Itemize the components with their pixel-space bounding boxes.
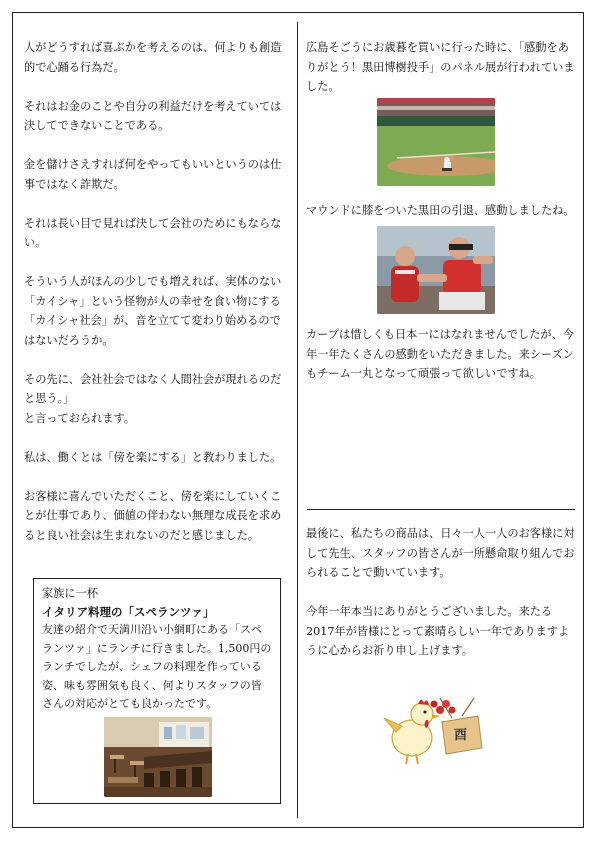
carp-closing-wrap	[306, 325, 578, 403]
left-closing-line: と言っておられます。	[24, 411, 135, 425]
carp-closing: カープは惜しくも日本一にはなれませんでしたが、今年一年たくさんの感動をいただきました。来シーズンもチーム一丸となって頑張って欲しいですね。	[306, 328, 574, 380]
restaurant-interior-icon	[104, 717, 212, 797]
new-year-paragraph: 今年一年本当にありがとうございました。来たる2017年が皆様にとって素晴らしい一年でありますように心からお祈り申し上げます。	[306, 605, 570, 657]
box-text: 友達の紹介で天満川沿い小網町にある「スペランツァ」にランチに行きました。1,500円のランチでしたが、シェフの料理を作っている姿、味も雰囲気も良く、何よりスタッフの皆さんの対応がとても良かったです。	[42, 623, 272, 710]
left-column	[24, 38, 286, 565]
left-paragraph: それは長い目で見れば決して会社のためにもならない。	[24, 216, 282, 249]
right-bottom-section	[306, 524, 576, 680]
rooster-sign: 酉	[454, 728, 468, 743]
players-celebration-icon	[377, 226, 495, 314]
baseball-mound-icon	[377, 98, 495, 186]
caption-one-wrap	[306, 201, 578, 221]
restaurant-photo	[104, 717, 212, 797]
thanks-paragraph: 最後に、私たちの商品は、日々一人一人のお客様に対して先生、スタッフの皆さんが一所懸命取り組んでおられることで動いています。	[306, 527, 575, 579]
left-paragraph: そういう人がほんの少しでも増えれば、実体のない「カイシャ」という怪物が人の幸せを食い物にする「カイシャ社会」が、音を立てて変わり始めるのではないだろうか。	[24, 275, 282, 347]
left-paragraph: その先に、会社社会ではなく人間社会が現れるのだと思う。」	[24, 372, 282, 405]
kuroda-caption: マウンドに膝をついた黒田の引退、感動しましたね。	[306, 204, 575, 217]
column-divider	[297, 22, 298, 818]
left-paragraph: 金を儲けさえすれば何をやってもいいというのは仕事ではなく詐欺だ。	[24, 158, 282, 191]
section-divider	[307, 509, 575, 510]
rooster-icon	[382, 692, 484, 768]
box-title: イタリア料理の「スペランツァ」	[42, 605, 215, 619]
left-paragraph: それはお金のことや自分の利益だけを考えていては決してできないことである。	[24, 99, 282, 132]
restaurant-box	[33, 578, 281, 804]
box-heading: 家族に一杯	[42, 587, 98, 600]
left-paragraph: お客様に喜んでいただくこと、傍を楽にしていくことが仕事であり、価値の伴わない無理な成長を求めると良い社会は生まれないのだと感じました。	[24, 489, 282, 542]
left-paragraph: 人がどうすれば喜ぶかを考えるのは、何よりも創造的で心踊る行為だ。	[24, 41, 282, 74]
players-celebration-photo	[377, 226, 495, 314]
baseball-mound-photo	[377, 98, 495, 186]
rooster-illustration	[382, 692, 484, 768]
sogo-intro: 広島そごうにお歳暮を買いに行った時に、「感動をありがとう！黒田博樹投手」のパネル展が行われていました。	[306, 41, 575, 93]
left-paragraph: 私は、働くとは「傍を楽にする」と教わりました。	[24, 450, 282, 464]
